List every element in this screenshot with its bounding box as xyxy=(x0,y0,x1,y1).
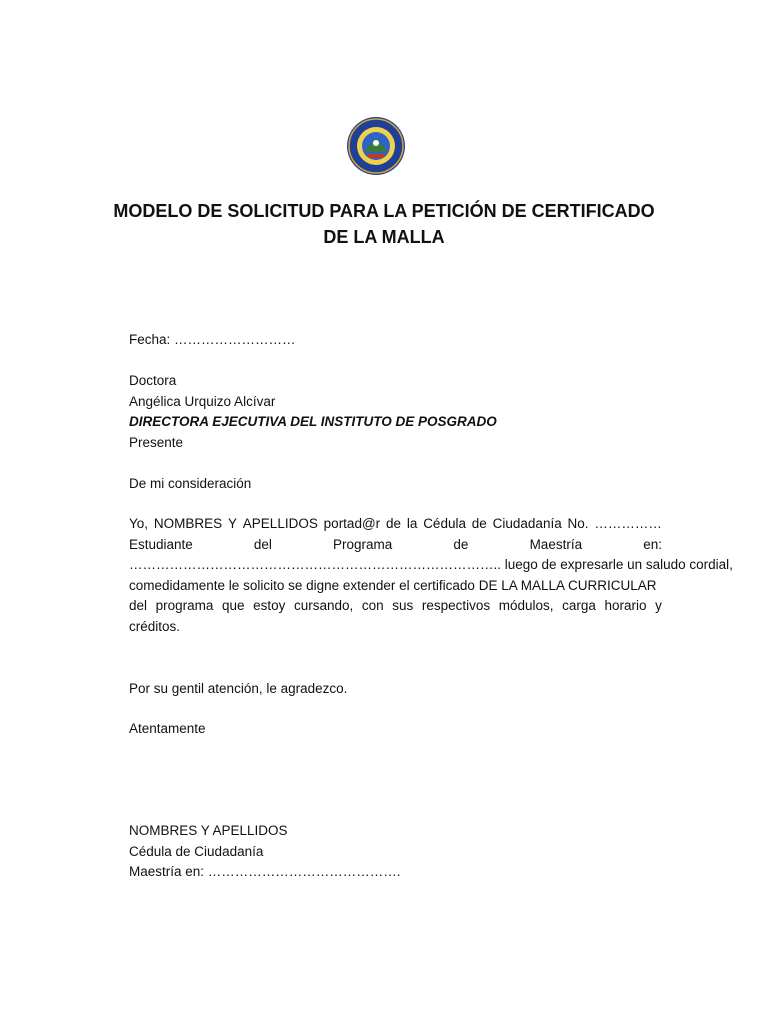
signature-name: NOMBRES Y APELLIDOS xyxy=(129,823,288,838)
word: del xyxy=(129,598,148,613)
word: horario xyxy=(604,598,647,613)
word: No. xyxy=(567,516,589,531)
word: …………… xyxy=(594,516,662,531)
seal-ribbon-icon xyxy=(367,154,385,158)
word: sus xyxy=(392,598,414,613)
document-title: MODELO DE SOLICITUD PARA LA PETICIÓN DE CERTIFICADO DE LA MALLA xyxy=(113,201,655,247)
addressee-position: DIRECTORA EJECUTIVA DEL INSTITUTO DE POSGRADO xyxy=(129,414,497,429)
word: módulos, xyxy=(498,598,554,613)
university-seal-logo xyxy=(346,116,406,176)
word: y xyxy=(655,598,662,613)
word: APELLIDOS xyxy=(242,516,318,531)
addressee-title: Doctora xyxy=(129,373,177,388)
word: de xyxy=(471,516,487,531)
date-line: Fecha: ……………………… xyxy=(129,332,296,347)
word: que xyxy=(221,598,245,613)
word: cursando, xyxy=(293,598,354,613)
paragraph-line-4: comedidamente le solicito se digne extender el certificado DE LA MALLA CURRICULAR xyxy=(129,577,657,593)
word: programa xyxy=(155,598,214,613)
paragraph-line-5 xyxy=(129,596,662,617)
word: de xyxy=(453,536,469,552)
word: Y xyxy=(227,516,237,531)
addressee-block xyxy=(129,371,662,453)
word: la xyxy=(406,516,418,531)
closing-line: Por su gentil atención, le agradezco. xyxy=(129,681,348,696)
word: carga xyxy=(562,598,596,613)
word: Ciudadanía xyxy=(492,516,562,531)
addressee-name: Angélica Urquizo Alcívar xyxy=(129,393,276,409)
paragraph-line-3: ……………………………………………………………………….. luego de expresarle un saludo cordial, xyxy=(129,557,733,572)
word: estoy xyxy=(253,598,286,613)
word: respectivos xyxy=(421,598,491,613)
word: del xyxy=(253,536,272,552)
greeting-line: De mi consideración xyxy=(129,476,252,491)
word: de xyxy=(385,516,402,531)
word: portad@r xyxy=(323,516,381,531)
paragraph-line-1 xyxy=(129,514,662,535)
sign-off-line: Atentamente xyxy=(129,721,206,736)
word: Estudiante xyxy=(129,536,193,552)
request-paragraph xyxy=(129,514,733,637)
seal-star-icon xyxy=(373,140,379,146)
paragraph-line-6: créditos. xyxy=(129,618,181,634)
word: con xyxy=(361,598,384,613)
word: Maestría xyxy=(529,536,583,552)
signature-block xyxy=(129,821,662,883)
word: Cédula xyxy=(423,516,466,531)
word: NOMBRES xyxy=(153,516,223,531)
addressee-presente: Presente xyxy=(129,434,184,450)
word: Yo, xyxy=(129,516,149,531)
paragraph-line-2 xyxy=(129,535,662,556)
signature-id: Cédula de Ciudadanía xyxy=(129,843,264,859)
word: Programa xyxy=(333,536,393,552)
word: en: xyxy=(643,536,662,552)
signature-program: Maestría en: ……………………………………. xyxy=(129,864,401,879)
